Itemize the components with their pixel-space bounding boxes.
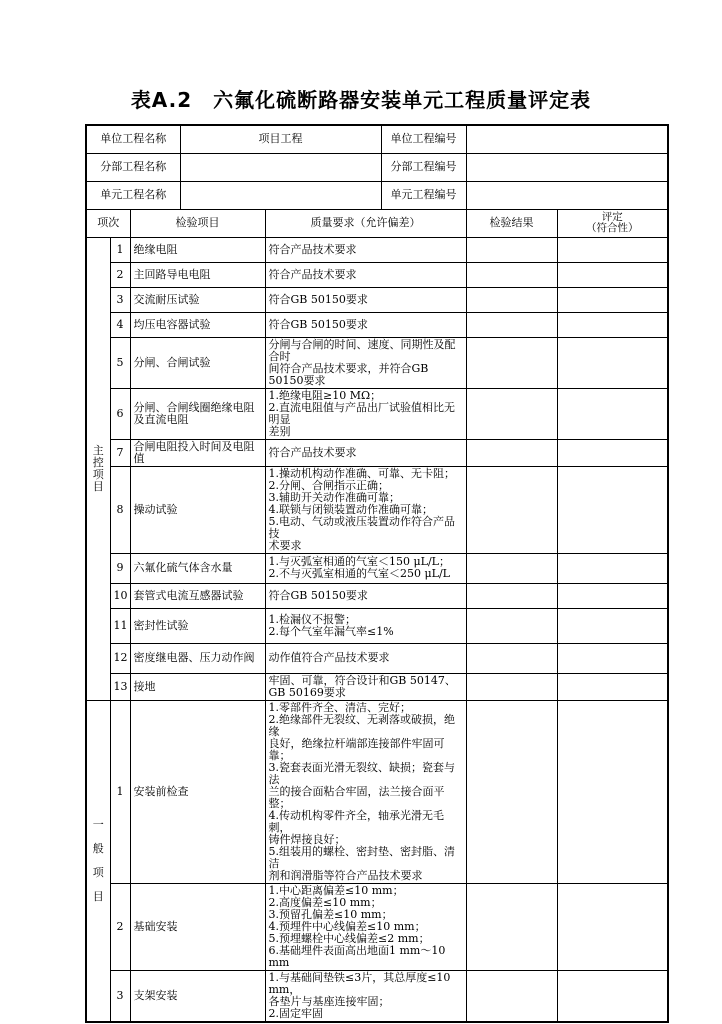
inspection-result-cell[interactable] <box>466 237 557 262</box>
check-item-name: 套管式电流互感器试验 <box>130 583 265 608</box>
item-number: 8 <box>110 466 130 553</box>
rating-cell[interactable] <box>557 583 668 608</box>
item-number: 9 <box>110 553 130 583</box>
main-control-row <box>86 466 668 553</box>
quality-requirement: 1.检漏仪不报警； 2.每个气室年漏气率≤1% <box>265 608 466 643</box>
general-row <box>86 700 668 883</box>
quality-requirement: 符合产品技术要求 <box>265 237 466 262</box>
rating-cell[interactable] <box>557 700 668 883</box>
item-number: 3 <box>110 287 130 312</box>
check-item-name: 合闸电阻投入时间及电阻值 <box>130 439 265 466</box>
sub-project-no-label: 分部工程编号 <box>381 153 466 181</box>
main-control-row <box>86 337 668 388</box>
rating-cell[interactable] <box>557 553 668 583</box>
check-item-name: 交流耐压试验 <box>130 287 265 312</box>
quality-requirement: 1.绝缘电阻≥10 MΩ； 2.直流电阻值与产品出厂试验值相比无明显 差别 <box>265 388 466 439</box>
check-item-name: 密度继电器、压力动作阀 <box>130 643 265 673</box>
inspection-result-cell[interactable] <box>466 287 557 312</box>
inspection-result-cell[interactable] <box>466 312 557 337</box>
column-item-no: 项次 <box>86 209 130 237</box>
inspection-result-cell[interactable] <box>466 643 557 673</box>
item-number: 12 <box>110 643 130 673</box>
check-item-name: 均压电容器试验 <box>130 312 265 337</box>
quality-evaluation-table <box>85 124 669 1023</box>
main-control-row <box>86 553 668 583</box>
item-number: 2 <box>110 883 130 970</box>
check-item-name: 绝缘电阻 <box>130 237 265 262</box>
column-requirement: 质量要求（允许偏差） <box>265 209 466 237</box>
sub-project-label: 分部工程名称 <box>86 153 180 181</box>
quality-requirement: 1.与灭弧室相通的气室＜150 μL/L； 2.不与灭弧室相通的气室＜250 μL/L <box>265 553 466 583</box>
element-project-no-label: 单元工程编号 <box>381 181 466 209</box>
check-item-name: 基础安装 <box>130 883 265 970</box>
main-control-row <box>86 643 668 673</box>
rating-cell[interactable] <box>557 337 668 388</box>
inspection-result-cell[interactable] <box>466 337 557 388</box>
rating-cell[interactable] <box>557 287 668 312</box>
quality-requirement: 1.中心距离偏差≤10 mm； 2.高度偏差≤10 mm； 3.预留孔偏差≤10 mm； 4.预埋件中心线偏差≤10 mm； 5.预埋螺栓中心线偏差≤2 mm； 6.基础埋件表面高出地面1 mm～10 mm <box>265 883 466 970</box>
check-item-name: 操动试验 <box>130 466 265 553</box>
quality-requirement: 符合产品技术要求 <box>265 262 466 287</box>
unit-project-value[interactable]: 项目工程 <box>180 125 381 153</box>
check-item-name: 主回路导电电阻 <box>130 262 265 287</box>
inspection-result-cell[interactable] <box>466 388 557 439</box>
unit-project-label: 单位工程名称 <box>86 125 180 153</box>
item-number: 5 <box>110 337 130 388</box>
quality-requirement: 1.零部件齐全、清洁、完好； 2.绝缘部件无裂纹、无剥落或破损，绝缘 良好，绝缘拉杆端部连接部件牢固可靠； 3.瓷套表面光滑无裂纹、缺损；瓷套与法 兰的接合面粘合牢固，法兰接合面平整； 4.传动机构零件齐全，轴承光滑无毛刺， 铸件焊接良好； 5.组装用的螺栓、密封垫、密封脂、清洁 剂和润滑脂等符合产品技术要求 <box>265 700 466 883</box>
quality-requirement: 符合GB 50150要求 <box>265 287 466 312</box>
sub-project-no-value[interactable] <box>466 153 668 181</box>
main-control-row <box>86 439 668 466</box>
rating-cell[interactable] <box>557 608 668 643</box>
element-project-label: 单元工程名称 <box>86 181 180 209</box>
page-title: 表A.2 六氟化硫断路器安装单元工程质量评定表 <box>130 88 592 112</box>
general-row <box>86 970 668 1022</box>
rating-cell[interactable] <box>557 312 668 337</box>
rating-cell[interactable] <box>557 466 668 553</box>
rating-cell[interactable] <box>557 970 668 1022</box>
quality-requirement: 1.操动机构动作准确、可靠、无卡阻； 2.分闸、合闸指示正确； 3.辅助开关动作准确可靠； 4.联锁与闭锁装置动作准确可靠； 5.电动、气动或液压装置动作符合产品技 术要求 <box>265 466 466 553</box>
item-number: 3 <box>110 970 130 1022</box>
inspection-result-cell[interactable] <box>466 883 557 970</box>
item-number: 11 <box>110 608 130 643</box>
column-rating: 评定 （符合性） <box>557 209 668 237</box>
column-check-item: 检验项目 <box>130 209 265 237</box>
item-number: 2 <box>110 262 130 287</box>
inspection-result-cell[interactable] <box>466 553 557 583</box>
rating-cell[interactable] <box>557 883 668 970</box>
general-row <box>86 883 668 970</box>
check-item-name: 六氟化硫气体含水量 <box>130 553 265 583</box>
item-number: 4 <box>110 312 130 337</box>
item-number: 6 <box>110 388 130 439</box>
general-group-label: 一 般 项 目 <box>86 700 110 1022</box>
item-number: 7 <box>110 439 130 466</box>
item-number: 13 <box>110 673 130 700</box>
main-control-row <box>86 262 668 287</box>
rating-cell[interactable] <box>557 237 668 262</box>
element-project-no-value[interactable] <box>466 181 668 209</box>
item-number: 1 <box>110 700 130 883</box>
check-item-name: 分闸、合闸线圈绝缘电阻及直流电阻 <box>130 388 265 439</box>
main-control-row <box>86 312 668 337</box>
check-item-name: 安装前检查 <box>130 700 265 883</box>
inspection-result-cell[interactable] <box>466 673 557 700</box>
main-control-row <box>86 237 668 262</box>
quality-requirement: 符合GB 50150要求 <box>265 583 466 608</box>
element-project-value[interactable] <box>180 181 381 209</box>
inspection-result-cell[interactable] <box>466 608 557 643</box>
inspection-result-cell[interactable] <box>466 466 557 553</box>
item-number: 1 <box>110 237 130 262</box>
column-result: 检验结果 <box>466 209 557 237</box>
rating-cell[interactable] <box>557 673 668 700</box>
quality-requirement: 动作值符合产品技术要求 <box>265 643 466 673</box>
item-number: 10 <box>110 583 130 608</box>
rating-cell[interactable] <box>557 262 668 287</box>
inspection-result-cell[interactable] <box>466 439 557 466</box>
inspection-result-cell[interactable] <box>466 262 557 287</box>
check-item-name: 密封性试验 <box>130 608 265 643</box>
main-control-row <box>86 388 668 439</box>
quality-requirement: 符合产品技术要求 <box>265 439 466 466</box>
main-control-group-label: 主 控 项 目 <box>86 237 110 700</box>
inspection-result-cell[interactable] <box>466 700 557 883</box>
rating-cell[interactable] <box>557 388 668 439</box>
check-item-name: 接地 <box>130 673 265 700</box>
quality-requirement: 1.与基础间垫铁≤3片，其总厚度≤10 mm， 各垫片与基座连接牢固； 2.固定牢固 <box>265 970 466 1022</box>
inspection-result-cell[interactable] <box>466 583 557 608</box>
rating-cell[interactable] <box>557 439 668 466</box>
unit-project-no-label: 单位工程编号 <box>381 125 466 153</box>
sub-project-value[interactable] <box>180 153 381 181</box>
main-control-row <box>86 608 668 643</box>
quality-requirement: 牢固、可靠，符合设计和GB 50147、 GB 50169要求 <box>265 673 466 700</box>
main-control-row <box>86 583 668 608</box>
rating-cell[interactable] <box>557 643 668 673</box>
check-item-name: 分闸、合闸试验 <box>130 337 265 388</box>
check-item-name: 支架安装 <box>130 970 265 1022</box>
quality-requirement: 分闸与合闸的时间、速度、同期性及配合时 间符合产品技术要求，并符合GB 50150要求 <box>265 337 466 388</box>
unit-project-no-value[interactable] <box>466 125 668 153</box>
quality-requirement: 符合GB 50150要求 <box>265 312 466 337</box>
main-control-row <box>86 673 668 700</box>
main-control-row <box>86 287 668 312</box>
inspection-result-cell[interactable] <box>466 970 557 1022</box>
